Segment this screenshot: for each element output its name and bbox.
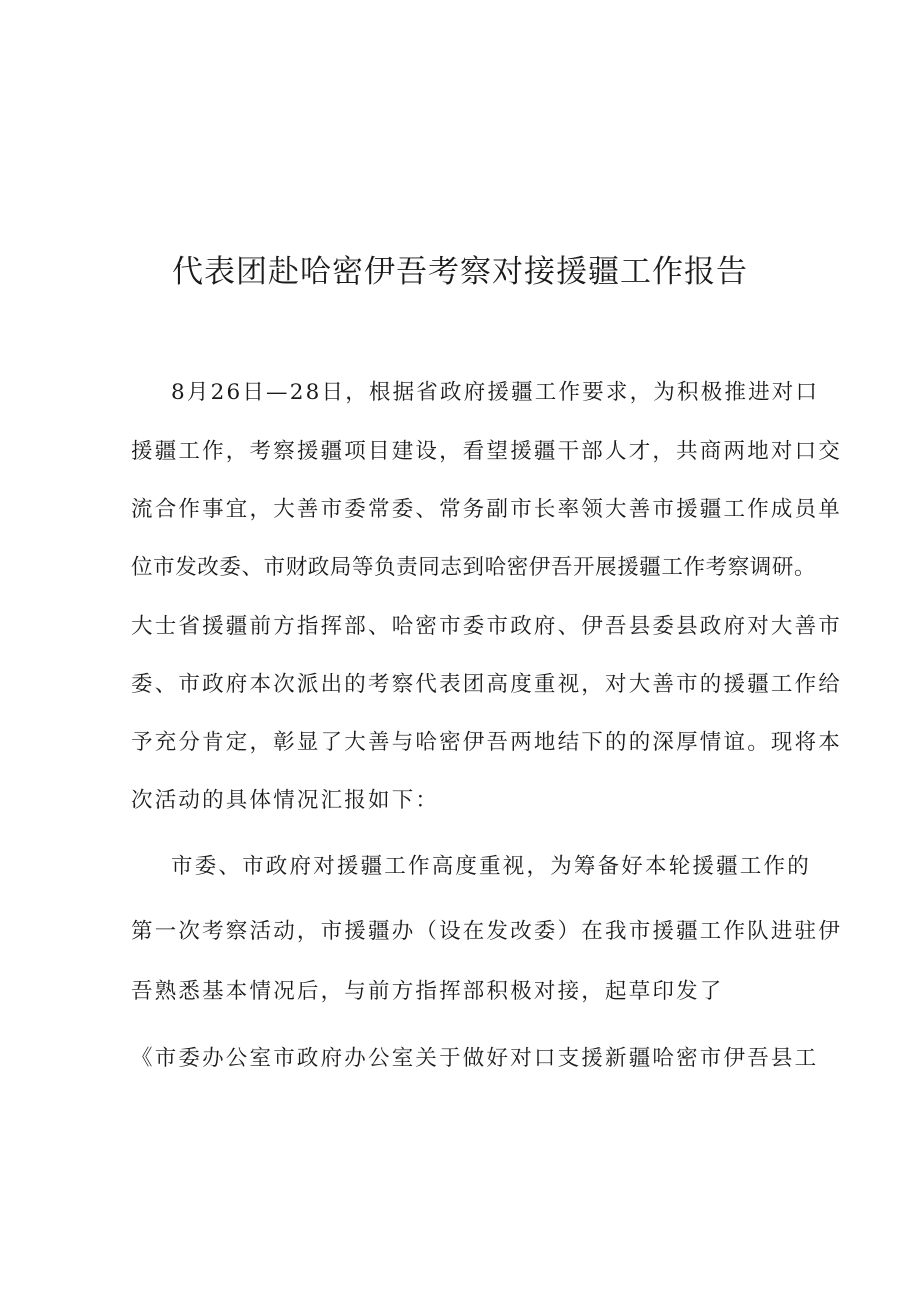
paragraph-line: 委、市政府本次派出的考察代表团高度重视，对大善市的援疆工作给 — [131, 672, 843, 697]
paragraph-line: 第一次考察活动，市援疆办（设在发改委）在我市援疆工作队进驻伊 — [131, 919, 843, 944]
paragraph-line: 市委、市政府对援疆工作高度重视，为筹备好本轮援疆工作的 — [171, 854, 811, 879]
paragraph-line: 《市委办公室市政府办公室关于做好对口支援新疆哈密市伊吾县工 — [131, 1046, 819, 1071]
paragraph-line: 大士省援疆前方指挥部、哈密市委市政府、伊吾县委县政府对大善市 — [131, 614, 843, 639]
paragraph-line: 予充分肯定，彰显了大善与哈密伊吾两地结下的的深厚情谊。现将本 — [131, 730, 843, 755]
paragraph-line: 援疆工作，考察援疆项目建设，看望援疆干部人才，共商两地对口交 — [131, 439, 843, 464]
paragraph-line: 流合作事宜，大善市委常委、常务副市长率领大善市援疆工作成员单 — [131, 497, 843, 522]
paragraph-line: 8月26日—28日，根据省政府援疆工作要求，为积极推进对口 — [171, 380, 820, 405]
paragraph-line: 位市发改委、市财政局等负责同志到哈密伊吾开展援疆工作考察调研。 — [131, 555, 817, 580]
paragraph-line: 次活动的具体情况汇报如下： — [131, 788, 440, 813]
document-title: 代表团赴哈密伊吾考察对接援疆工作报告 — [172, 254, 748, 290]
paragraph-line: 吾熟悉基本情况后，与前方指挥部积极对接，起草印发了 — [131, 979, 724, 1004]
